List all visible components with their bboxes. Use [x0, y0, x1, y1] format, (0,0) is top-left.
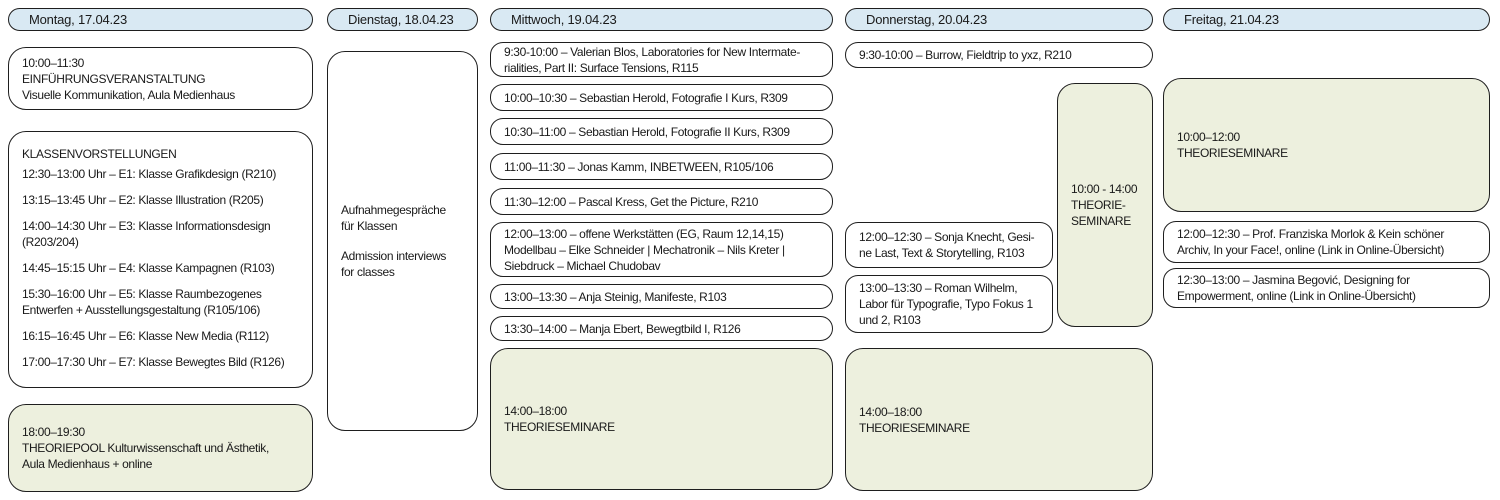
- list-item: 12:30–13:00 Uhr – E1: Klasse Grafikdesign (R210): [22, 167, 277, 181]
- day-header-label: Mittwoch, 19.04.23: [511, 11, 617, 27]
- event-title: THEORIESEMINARE: [504, 420, 615, 434]
- event-card-inbetween: 11:00–11:30 – Jonas Kamm, INBETWEEN, R105/106: [490, 153, 833, 180]
- event-title: THEORIEPOOL Kulturwissenschaft und Ästhetik,: [22, 441, 269, 455]
- event-time: 14:00–18:00: [859, 404, 922, 419]
- event-time: 10:00 - 14:00: [1071, 182, 1138, 196]
- event-time: 10:00–12:00: [1177, 130, 1240, 144]
- event-time: 14:00–18:00: [504, 404, 567, 418]
- event-card-fieldtrip: 9:30-10:00 – Burrow, Fieldtrip to yxz, R210: [845, 42, 1153, 68]
- seminar-block-theoriepool: [8, 404, 313, 492]
- event-text-de: Aufnahmegespräche für Klassen: [341, 203, 446, 233]
- list-item: 17:00–17:30 Uhr – E7: Klasse Bewegtes Bild (R126): [22, 355, 285, 369]
- list-item: 13:15–13:45 Uhr – E2: Klasse Illustration (R205): [22, 193, 264, 207]
- event-card-begovic: 12:30–13:00 – Jasmina Begović, Designing for Empowerment, online (Link in Online-Übersicht): [1163, 268, 1490, 308]
- event-card-aufnahmegespraeche: [327, 51, 478, 431]
- event-card-klassenvorstellungen: [8, 131, 313, 388]
- event-title: EINFÜHRUNGSVERANSTALTUNG: [22, 71, 206, 86]
- event-time: 10:00–11:30: [22, 55, 84, 70]
- event-location: Aula Medienhaus + online: [22, 457, 153, 471]
- day-header-friday: [1163, 8, 1490, 31]
- event-location: Visuelle Kommunikation, Aula Medienhaus: [22, 87, 235, 102]
- day-header-monday: [8, 8, 313, 31]
- event-card-manifeste: 13:00–13:30 – Anja Steinig, Manifeste, R103: [490, 284, 833, 309]
- day-header-label: Dienstag, 18.04.23: [348, 11, 454, 27]
- event-card-einfuehrung: [8, 47, 313, 110]
- event-card-valerian-blos: 9:30-10:00 – Valerian Blos, Laboratories for New Intermate- rialities, Part II: Surface Tensions, R115: [490, 42, 833, 77]
- event-card-offene-werkstaetten: 12:00–13:00 – offene Werkstätten (EG, Raum 12,14,15) Modellbau – Elke Schneider | Mechatronik – Nils Kreter | Siebdruck – Michael Chudobav: [490, 222, 833, 277]
- event-title: THEORIESEMINARE: [1177, 146, 1288, 160]
- list-item: 16:15–16:45 Uhr – E6: Klasse New Media (R112): [22, 329, 269, 343]
- seminar-block-thursday: [845, 348, 1153, 491]
- event-title: SEMINARE: [1071, 214, 1131, 228]
- seminar-block-wednesday: [490, 348, 833, 490]
- event-title: THEORIE-: [1071, 198, 1126, 212]
- event-time: 18:00–19:30: [22, 425, 85, 439]
- event-card-storytelling: 12:00–12:30 – Sonja Knecht, Gesi- ne Last, Text & Storytelling, R103: [845, 222, 1053, 268]
- day-header-label: Montag, 17.04.23: [29, 11, 127, 27]
- event-card-morlok: 12:00–12:30 – Prof. Franziska Morlok & Kein schöner Archiv, In your Face!, online (Link in Online-Übersicht): [1163, 221, 1490, 263]
- event-title: THEORIESEMINARE: [859, 420, 970, 435]
- event-card-bewegtbild: 13:30–14:00 – Manja Ebert, Bewegtbild I, R126: [490, 316, 833, 341]
- event-card-fotografie-1: 10:00–10:30 – Sebastian Herold, Fotografie I Kurs, R309: [490, 84, 833, 111]
- seminar-block-friday: [1163, 78, 1490, 212]
- event-text-en: Admission interviews for classes: [341, 249, 447, 279]
- day-header-tuesday: [327, 8, 478, 31]
- event-card-typografie: 13:00–13:30 – Roman Wilhelm, Labor für Typografie, Typo Fokus 1 und 2, R103: [845, 275, 1053, 333]
- day-header-label: Donnerstag, 20.04.23: [866, 11, 988, 27]
- event-card-fotografie-2: 10:30–11:00 – Sebastian Herold, Fotografie II Kurs, R309: [490, 118, 833, 145]
- event-title: KLASSENVORSTELLUNGEN: [22, 147, 177, 161]
- seminar-block-thursday-morning: [1057, 83, 1153, 327]
- day-header-wednesday: [490, 8, 833, 31]
- list-item: 14:45–15:15 Uhr – E4: Klasse Kampagnen (R103): [22, 261, 275, 275]
- list-item: 14:00–14:30 Uhr – E3: Klasse Informationsdesign (R203/204): [22, 219, 271, 249]
- day-header-thursday: [845, 8, 1153, 31]
- day-header-label: Freitag, 21.04.23: [1184, 11, 1279, 27]
- list-item: 15:30–16:00 Uhr – E5: Klasse Raumbezogenes Entwerfen + Ausstellungsgestaltung (R105/106): [22, 287, 262, 317]
- event-card-get-the-picture: 11:30–12:00 – Pascal Kress, Get the Picture, R210: [490, 188, 833, 215]
